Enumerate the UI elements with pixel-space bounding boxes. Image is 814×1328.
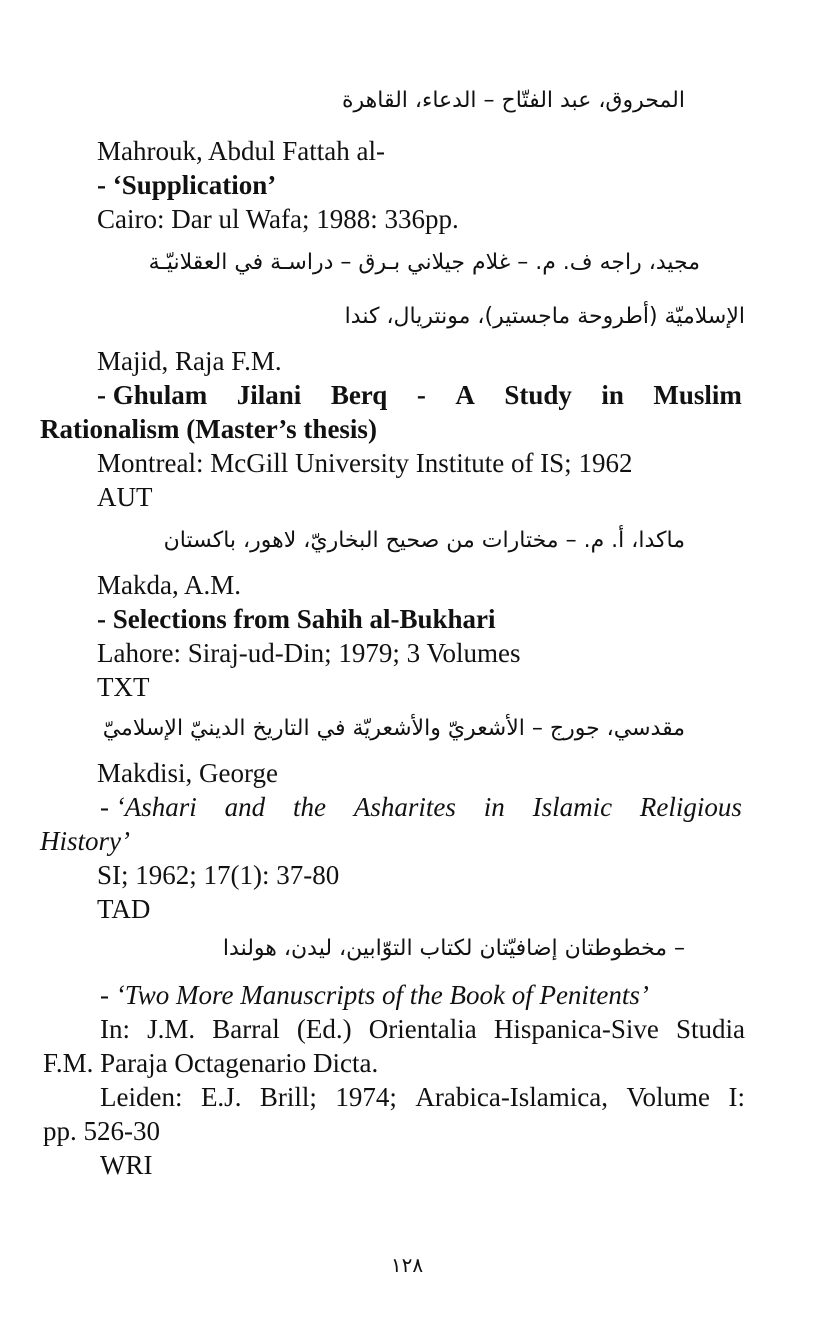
title-word: Study bbox=[504, 380, 572, 410]
pub-word: Volume bbox=[626, 1082, 710, 1112]
pub-word: Barral bbox=[212, 1014, 280, 1044]
entry-3-title: - Selections from Sahih al-Bukhari bbox=[97, 604, 496, 634]
entry-5-arabic: – مخطوطتان إضافيّتان لكتاب التوّابين، ليدن، هولندا bbox=[222, 936, 685, 961]
pub-word: 1974; bbox=[335, 1082, 397, 1112]
pub-word: Leiden: bbox=[100, 1082, 183, 1112]
title-word: Islamic bbox=[532, 792, 613, 822]
title-word: the bbox=[292, 792, 326, 822]
title-word: Religious bbox=[639, 792, 742, 822]
entry-5-publication-line-4: pp. 526-30 bbox=[43, 1116, 160, 1146]
title-word: in bbox=[601, 380, 624, 410]
entry-4-title-line-1 bbox=[100, 790, 742, 824]
pub-word: Hispanica-Sive bbox=[493, 1014, 659, 1044]
pub-word: E.J. bbox=[200, 1082, 242, 1112]
entry-5-publication-line-1 bbox=[100, 1012, 745, 1046]
title-word: and bbox=[224, 792, 266, 822]
pub-word: I: bbox=[728, 1082, 745, 1112]
pub-word: J.M. bbox=[147, 1014, 196, 1044]
entry-3-code: TXT bbox=[97, 672, 150, 702]
title-word: A bbox=[455, 380, 475, 410]
pub-word: Studia bbox=[675, 1014, 745, 1044]
title-word: Asharites bbox=[353, 792, 456, 822]
entry-2-publication: Montreal: McGill University Institute of IS; 1962 bbox=[97, 448, 633, 478]
title-word: - ‘Ashari bbox=[100, 792, 197, 822]
entry-2-title-line-2: Rationalism (Master’s thesis) bbox=[40, 414, 377, 444]
title-word: Berq bbox=[330, 380, 388, 410]
entry-3-publication: Lahore: Siraj-ud-Din; 1979; 3 Volumes bbox=[97, 638, 521, 668]
entry-3-arabic: ماكدا، أ. م. – مختارات من صحيح البخاريّ، لاهور، باكستان bbox=[163, 528, 685, 553]
pub-word: (Ed.) bbox=[296, 1014, 352, 1044]
entry-4-title-line-2: History’ bbox=[40, 826, 130, 856]
pub-word: Brill; bbox=[259, 1082, 317, 1112]
entry-1-title: - ‘Supplication’ bbox=[97, 170, 277, 200]
title-word: Jilani bbox=[236, 380, 302, 410]
entry-1-publication: Cairo: Dar ul Wafa; 1988: 336pp. bbox=[97, 204, 459, 234]
pub-word: Orientalia bbox=[368, 1014, 477, 1044]
entry-4-code: TAD bbox=[97, 894, 151, 924]
entry-5-code: WRI bbox=[100, 1150, 153, 1180]
entry-4-publication: SI; 1962; 17(1): 37-80 bbox=[97, 860, 340, 890]
entry-1-arabic: المحروق، عبد الفتّاح – الدعاء، القاهرة bbox=[342, 88, 685, 113]
pub-word: Arabica-Islamica, bbox=[415, 1082, 609, 1112]
title-word: Muslim bbox=[653, 380, 742, 410]
entry-2-author: Majid, Raja F.M. bbox=[97, 346, 282, 376]
entry-5-publication-line-3 bbox=[100, 1080, 745, 1114]
entry-2-title-line-1 bbox=[97, 378, 742, 412]
entry-1-author: Mahrouk, Abdul Fattah al- bbox=[97, 136, 385, 166]
entry-4-arabic: مقدسي، جورج – الأشعريّ والأشعريّة في التاريخ الدينيّ الإسلاميّ bbox=[102, 716, 685, 741]
entry-2-arabic-line-2: الإسلاميّة (أطروحة ماجستير)، مونتريال، كندا bbox=[344, 304, 745, 329]
title-word: - Ghulam bbox=[97, 380, 208, 410]
title-word: - bbox=[416, 380, 426, 410]
page-number: ١٢٨ bbox=[390, 1253, 424, 1277]
entry-2-arabic-line-1: مجيد، راجه ف. م. – غلام جيلاني بـرق – دراسـة في العقلانيّـة bbox=[148, 250, 700, 275]
entry-3-author: Makda, A.M. bbox=[97, 570, 241, 600]
title-word: in bbox=[483, 792, 505, 822]
pub-word: In: bbox=[100, 1014, 130, 1044]
entry-5-title: - ‘Two More Manuscripts of the Book of Penitents’ bbox=[100, 980, 649, 1010]
entry-5-publication-line-2: F.M. Paraja Octagenario Dicta. bbox=[43, 1048, 379, 1078]
entry-2-code: AUT bbox=[97, 482, 153, 512]
entry-4-author: Makdisi, George bbox=[97, 758, 278, 788]
